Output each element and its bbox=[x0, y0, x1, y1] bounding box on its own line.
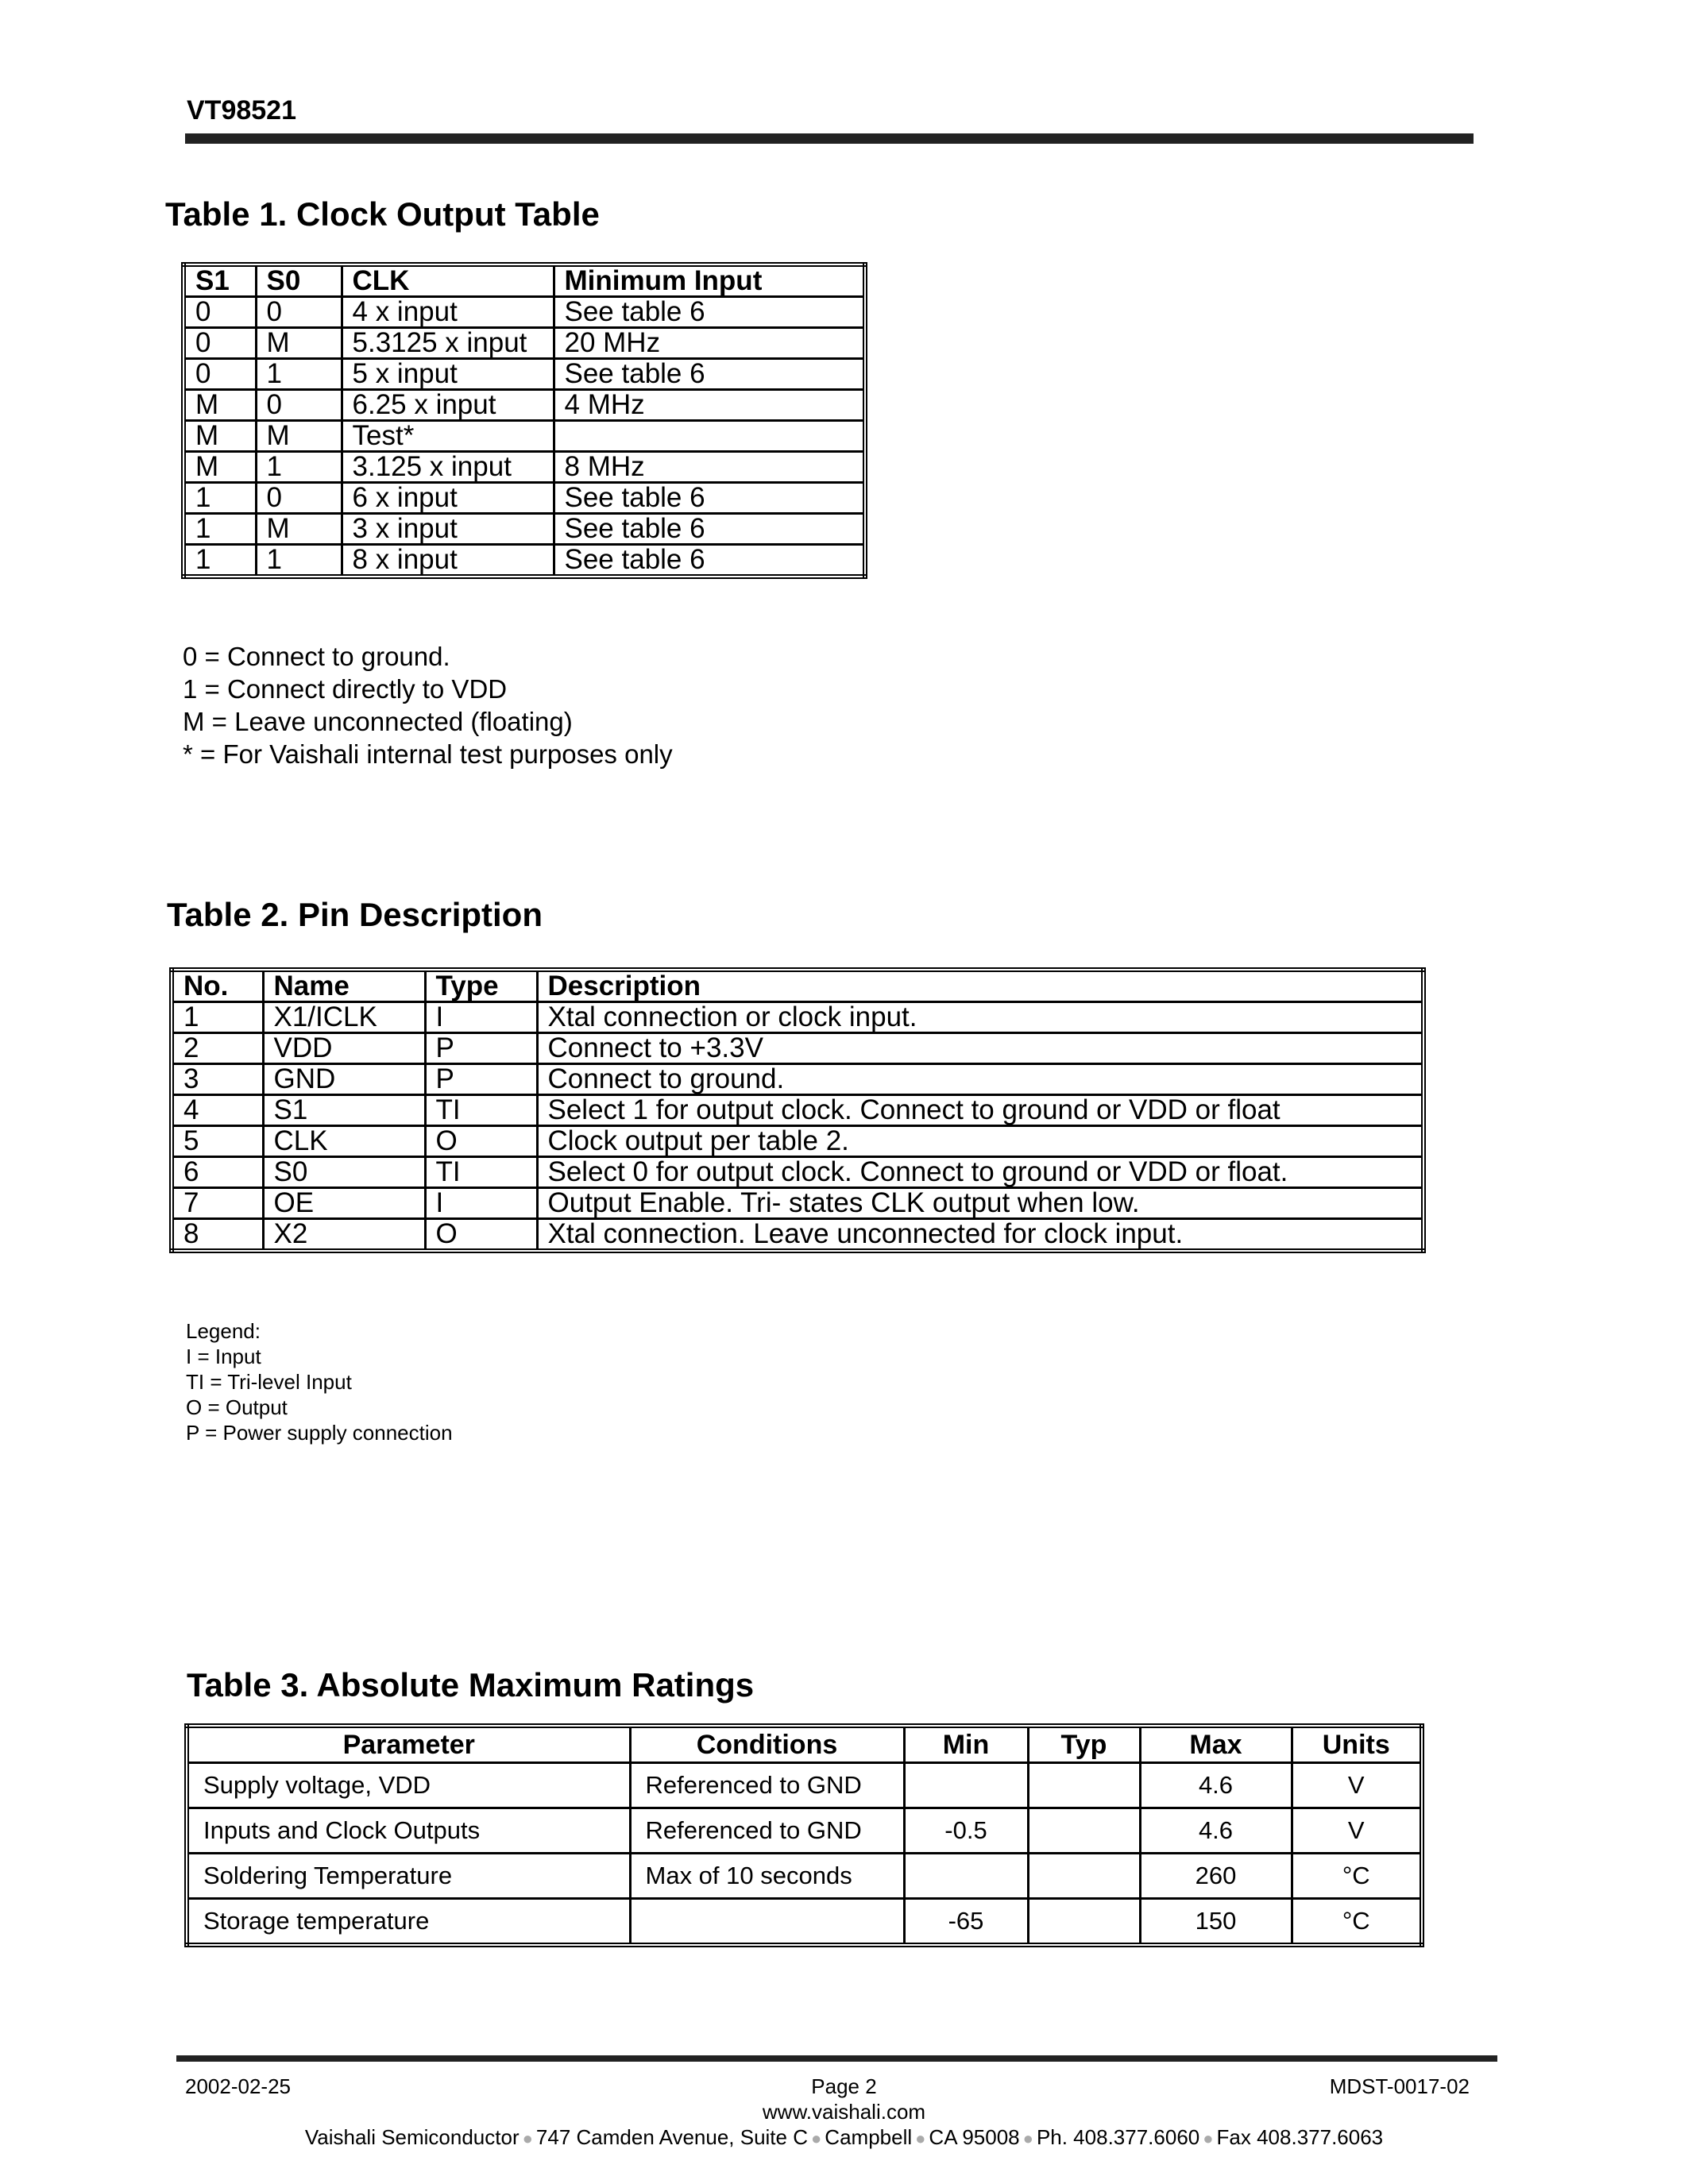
legend-line: Legend: bbox=[186, 1319, 261, 1343]
table-row bbox=[183, 297, 865, 328]
table-cell bbox=[1028, 1808, 1140, 1854]
table-cell: Xtal connection or clock input. bbox=[537, 1002, 1423, 1033]
table-cell: S0 bbox=[263, 1157, 425, 1188]
table-row bbox=[183, 483, 865, 514]
table-cell: O bbox=[425, 1126, 537, 1157]
column-header: Name bbox=[263, 970, 425, 1002]
table-cell: I bbox=[425, 1002, 537, 1033]
table-row bbox=[183, 359, 865, 390]
table-cell: Max of 10 seconds bbox=[630, 1854, 904, 1899]
table-cell: Xtal connection. Leave unconnected for clock input. bbox=[537, 1219, 1423, 1252]
table-cell: Storage temperature bbox=[187, 1899, 630, 1946]
table-cell: 0 bbox=[183, 328, 256, 359]
table1-notes bbox=[183, 640, 673, 770]
table-cell: See table 6 bbox=[554, 514, 865, 545]
address-city: Campbell bbox=[825, 2125, 913, 2149]
table-row bbox=[172, 1095, 1423, 1126]
footer-page-number: Page 2 bbox=[811, 2074, 877, 2098]
table-cell: 1 bbox=[256, 452, 342, 483]
table-cell: °C bbox=[1292, 1854, 1422, 1899]
table-row bbox=[172, 1188, 1423, 1219]
table-cell bbox=[1028, 1899, 1140, 1946]
table-cell: VDD bbox=[263, 1033, 425, 1064]
table-row bbox=[172, 1126, 1423, 1157]
table-cell: I bbox=[425, 1188, 537, 1219]
table-row bbox=[187, 1808, 1422, 1854]
column-header: Description bbox=[537, 970, 1423, 1002]
table1-title: Table 1. Clock Output Table bbox=[165, 195, 600, 233]
table-cell: 6 bbox=[172, 1157, 263, 1188]
table-cell bbox=[1028, 1854, 1140, 1899]
column-header: No. bbox=[172, 970, 263, 1002]
table-cell: X2 bbox=[263, 1219, 425, 1252]
table-cell: 6 x input bbox=[342, 483, 554, 514]
table-cell: 5 bbox=[172, 1126, 263, 1157]
table-row bbox=[172, 1064, 1423, 1095]
table-cell: Inputs and Clock Outputs bbox=[187, 1808, 630, 1854]
address-fax: Fax 408.377.6063 bbox=[1216, 2125, 1384, 2149]
table-row bbox=[187, 1763, 1422, 1808]
bullet-icon: ● bbox=[811, 2128, 822, 2148]
table-row bbox=[183, 328, 865, 359]
table-cell: M bbox=[183, 390, 256, 421]
table-row bbox=[172, 1033, 1423, 1064]
table-cell bbox=[904, 1763, 1028, 1808]
column-header: Typ bbox=[1028, 1726, 1140, 1763]
column-header: Max bbox=[1140, 1726, 1292, 1763]
table-row bbox=[172, 1219, 1423, 1252]
table-cell: 0 bbox=[183, 359, 256, 390]
table-row bbox=[183, 545, 865, 577]
bullet-icon: ● bbox=[1203, 2128, 1214, 2148]
table-cell: See table 6 bbox=[554, 297, 865, 328]
legend-line: I = Input bbox=[186, 1345, 261, 1368]
table-row bbox=[172, 1157, 1423, 1188]
table-cell: 4 x input bbox=[342, 297, 554, 328]
column-header: Conditions bbox=[630, 1726, 904, 1763]
table2-title: Table 2. Pin Description bbox=[167, 896, 543, 933]
footer-doc-number: MDST-0017-02 bbox=[1329, 2074, 1470, 2098]
table-cell: V bbox=[1292, 1763, 1422, 1808]
table3-title: Table 3. Absolute Maximum Ratings bbox=[187, 1666, 755, 1704]
table-cell: CLK bbox=[263, 1126, 425, 1157]
table-cell: See table 6 bbox=[554, 359, 865, 390]
absolute-maximum-ratings-table bbox=[184, 1723, 1424, 1947]
table-cell: 4 bbox=[172, 1095, 263, 1126]
table-cell: 0 bbox=[183, 297, 256, 328]
table-cell: Output Enable. Tri- states CLK output when low. bbox=[537, 1188, 1423, 1219]
note-line: 1 = Connect directly to VDD bbox=[183, 674, 508, 704]
table-cell: 1 bbox=[183, 545, 256, 577]
table-cell: 0 bbox=[256, 483, 342, 514]
table-header-row bbox=[187, 1726, 1422, 1763]
table-cell: Test* bbox=[342, 421, 554, 452]
address-company: Vaishali Semiconductor bbox=[304, 2125, 520, 2149]
table-cell: M bbox=[256, 328, 342, 359]
table-header-row bbox=[172, 970, 1423, 1002]
column-header: CLK bbox=[342, 264, 554, 297]
legend-line: O = Output bbox=[186, 1395, 288, 1419]
table-cell: 3 bbox=[172, 1064, 263, 1095]
address-street: 747 Camden Avenue, Suite C bbox=[535, 2125, 808, 2149]
table-cell: M bbox=[183, 421, 256, 452]
table-cell: Referenced to GND bbox=[630, 1763, 904, 1808]
table-cell: Clock output per table 2. bbox=[537, 1126, 1423, 1157]
table-cell: See table 6 bbox=[554, 483, 865, 514]
table-cell: O bbox=[425, 1219, 537, 1252]
footer-address bbox=[0, 2125, 1688, 2150]
table-cell: 1 bbox=[183, 483, 256, 514]
table-cell: V bbox=[1292, 1808, 1422, 1854]
table-cell: 4 MHz bbox=[554, 390, 865, 421]
table-cell: M bbox=[183, 452, 256, 483]
table-cell: 8 bbox=[172, 1219, 263, 1252]
table-cell: Referenced to GND bbox=[630, 1808, 904, 1854]
address-state-zip: CA 95008 bbox=[929, 2125, 1020, 2149]
footer-rule bbox=[176, 2055, 1497, 2062]
part-number: VT98521 bbox=[187, 95, 296, 125]
column-header: S0 bbox=[256, 264, 342, 297]
table-cell bbox=[630, 1899, 904, 1946]
table-cell: 0 bbox=[256, 297, 342, 328]
table-cell: 1 bbox=[256, 359, 342, 390]
table-row bbox=[183, 452, 865, 483]
table-cell: TI bbox=[425, 1095, 537, 1126]
table-cell: 6.25 x input bbox=[342, 390, 554, 421]
note-line: 0 = Connect to ground. bbox=[183, 642, 450, 671]
column-header: Minimum Input bbox=[554, 264, 865, 297]
table-row bbox=[172, 1002, 1423, 1033]
table-cell: 3 x input bbox=[342, 514, 554, 545]
table-row bbox=[183, 390, 865, 421]
footer-url: www.vaishali.com bbox=[762, 2100, 926, 2124]
pin-description-table bbox=[169, 967, 1426, 1253]
table-cell: M bbox=[256, 514, 342, 545]
table-row bbox=[187, 1899, 1422, 1946]
table-row bbox=[183, 514, 865, 545]
table-cell: 8 MHz bbox=[554, 452, 865, 483]
table-cell: 150 bbox=[1140, 1899, 1292, 1946]
table-cell: P bbox=[425, 1033, 537, 1064]
table-cell: Supply voltage, VDD bbox=[187, 1763, 630, 1808]
table-cell: Connect to +3.3V bbox=[537, 1033, 1423, 1064]
clock-output-table bbox=[181, 262, 867, 579]
column-header: S1 bbox=[183, 264, 256, 297]
table-cell bbox=[1028, 1763, 1140, 1808]
table-cell: 5 x input bbox=[342, 359, 554, 390]
table-cell: °C bbox=[1292, 1899, 1422, 1946]
table-cell: 20 MHz bbox=[554, 328, 865, 359]
note-line: * = For Vaishali internal test purposes only bbox=[183, 739, 673, 769]
table-cell: P bbox=[425, 1064, 537, 1095]
table-cell: OE bbox=[263, 1188, 425, 1219]
table-cell bbox=[904, 1854, 1028, 1899]
legend-line: TI = Tri-level Input bbox=[186, 1370, 352, 1394]
column-header: Min bbox=[904, 1726, 1028, 1763]
table-cell: -0.5 bbox=[904, 1808, 1028, 1854]
table-cell: 5.3125 x input bbox=[342, 328, 554, 359]
table-cell: S1 bbox=[263, 1095, 425, 1126]
table-cell: Soldering Temperature bbox=[187, 1854, 630, 1899]
table-row bbox=[187, 1854, 1422, 1899]
table-cell: GND bbox=[263, 1064, 425, 1095]
table-cell: TI bbox=[425, 1157, 537, 1188]
table-cell: 1 bbox=[172, 1002, 263, 1033]
column-header: Parameter bbox=[187, 1726, 630, 1763]
legend-line: P = Power supply connection bbox=[186, 1421, 453, 1445]
column-header: Units bbox=[1292, 1726, 1422, 1763]
table-cell: Select 1 for output clock. Connect to ground or VDD or float bbox=[537, 1095, 1423, 1126]
bullet-icon: ● bbox=[522, 2128, 533, 2148]
table-cell bbox=[554, 421, 865, 452]
table2-legend bbox=[186, 1318, 453, 1445]
table-cell: 7 bbox=[172, 1188, 263, 1219]
table-cell: 1 bbox=[256, 545, 342, 577]
column-header: Type bbox=[425, 970, 537, 1002]
table-row bbox=[183, 421, 865, 452]
table-cell: 4.6 bbox=[1140, 1763, 1292, 1808]
table-cell: See table 6 bbox=[554, 545, 865, 577]
table-cell: 1 bbox=[183, 514, 256, 545]
table-header-row bbox=[183, 264, 865, 297]
table-cell: X1/ICLK bbox=[263, 1002, 425, 1033]
table-cell: Connect to ground. bbox=[537, 1064, 1423, 1095]
table-cell: 8 x input bbox=[342, 545, 554, 577]
table-cell: M bbox=[256, 421, 342, 452]
note-line: M = Leave unconnected (floating) bbox=[183, 707, 573, 736]
table-cell: 3.125 x input bbox=[342, 452, 554, 483]
table-cell: -65 bbox=[904, 1899, 1028, 1946]
table-cell: 4.6 bbox=[1140, 1808, 1292, 1854]
table-cell: 2 bbox=[172, 1033, 263, 1064]
header-rule bbox=[185, 133, 1474, 144]
bullet-icon: ● bbox=[1022, 2128, 1033, 2148]
table-cell: 260 bbox=[1140, 1854, 1292, 1899]
footer-date: 2002-02-25 bbox=[185, 2074, 291, 2098]
table-cell: Select 0 for output clock. Connect to ground or VDD or float. bbox=[537, 1157, 1423, 1188]
table-cell: 0 bbox=[256, 390, 342, 421]
address-phone: Ph. 408.377.6060 bbox=[1036, 2125, 1200, 2149]
bullet-icon: ● bbox=[915, 2128, 926, 2148]
